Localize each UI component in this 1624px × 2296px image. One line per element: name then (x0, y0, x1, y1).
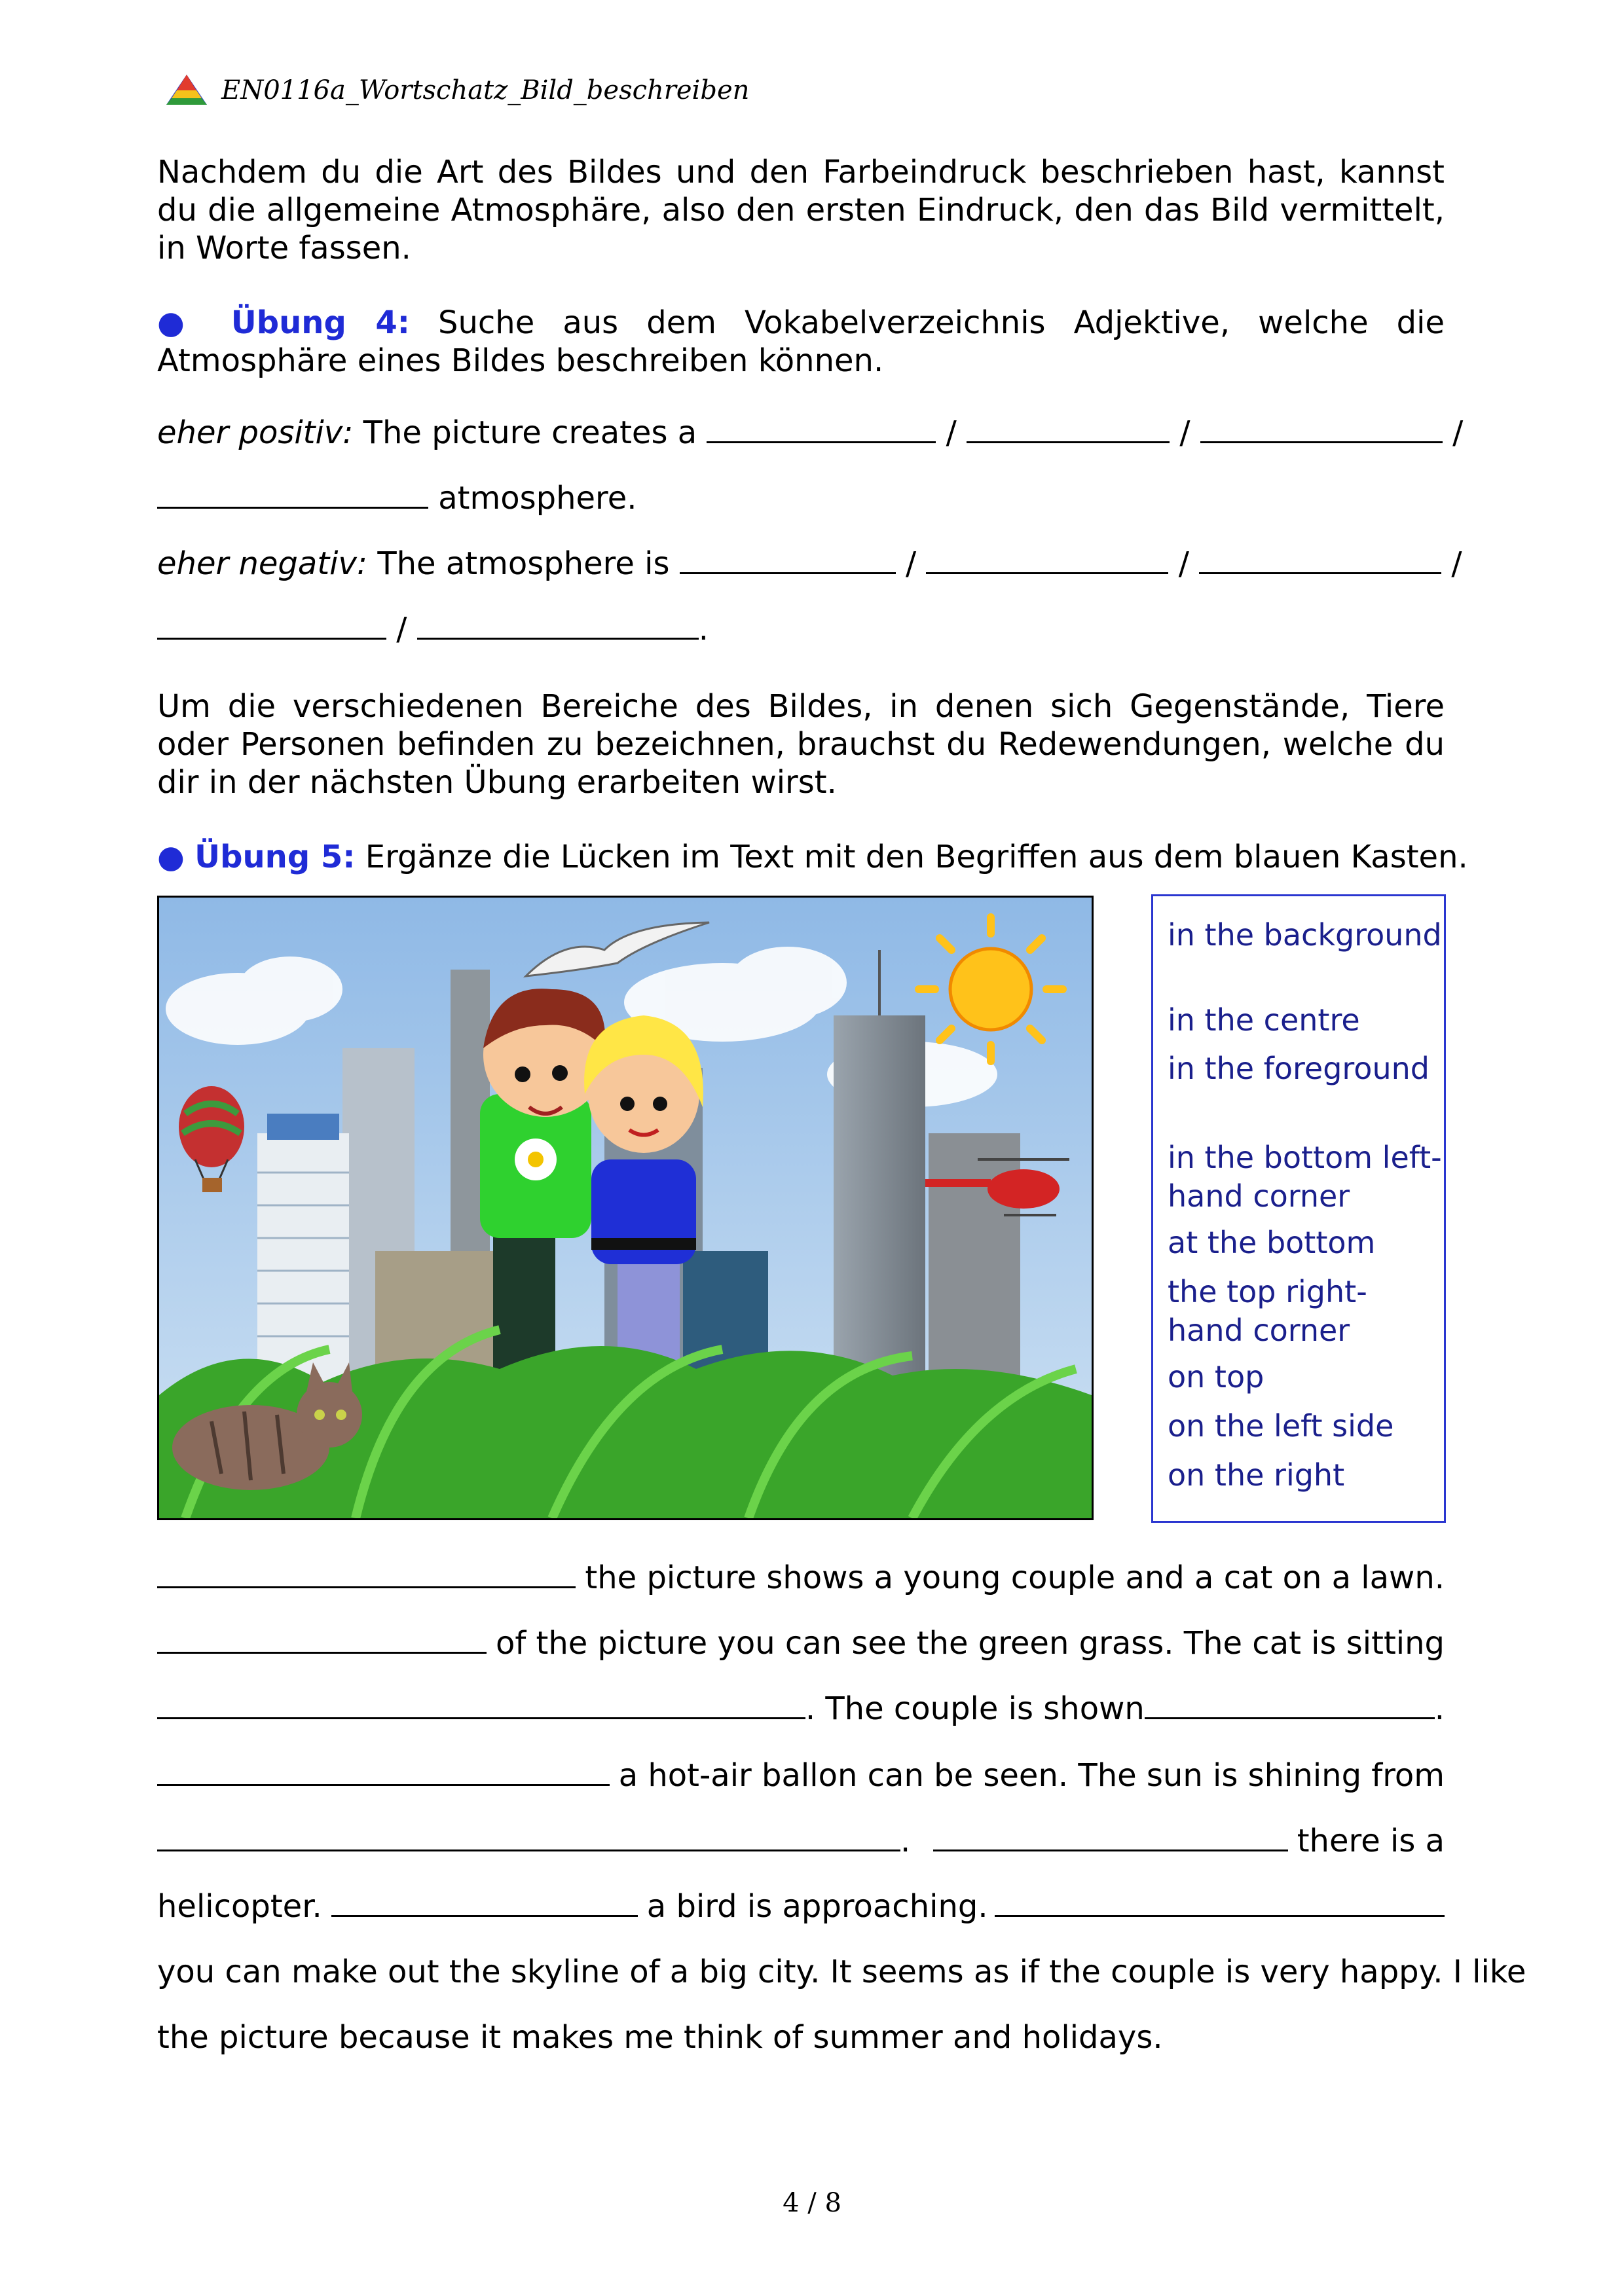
negative-label: eher negativ: (157, 545, 368, 582)
positive-end: atmosphere. (438, 480, 637, 517)
exercise-5-instruction (157, 838, 1468, 876)
slash: / (1451, 545, 1462, 582)
answer-blank[interactable] (157, 611, 386, 640)
cloze-line-1 (157, 1559, 1445, 1597)
answer-blank[interactable] (1145, 1691, 1435, 1719)
period: . (698, 611, 709, 647)
negative-text: The atmosphere is (377, 545, 670, 582)
cloze-line-6 (157, 1887, 1445, 1925)
answer-blank[interactable] (157, 1691, 805, 1719)
cloze-text: helicopter. (157, 1888, 322, 1925)
cloze-text: . (900, 1823, 911, 1859)
cloze-text: a hot-air ballon can be seen. The sun is shining from (618, 1757, 1445, 1794)
answer-blank[interactable] (331, 1889, 638, 1917)
cloze-text: there is a (1297, 1823, 1445, 1859)
pyramid-logo-icon (164, 73, 210, 107)
word-box-item: at the bottom (1168, 1225, 1376, 1260)
positive-label: eher positiv: (157, 414, 354, 451)
answer-blank[interactable] (680, 546, 896, 574)
word-box-item: in the foreground (1168, 1051, 1430, 1086)
cloze-text: . The couple is shown (805, 1690, 1145, 1727)
positive-line-2 (157, 479, 1445, 517)
cloze-text: a bird is approaching. (646, 1888, 988, 1925)
bullet: ● (157, 839, 185, 875)
positive-text: The picture creates a (363, 414, 697, 451)
slash: / (1179, 414, 1190, 451)
exercise-5-text: Ergänze die Lücken im Text mit den Begriffen aus dem blauen Kasten. (365, 839, 1468, 875)
slash: / (946, 414, 957, 451)
exercise-4-text: Suche aus dem Vokabelverzeichnis Adjektive, welche die Atmosphäre eines Bildes beschreiben können. (157, 304, 1445, 379)
answer-blank[interactable] (417, 611, 699, 640)
slash: / (1452, 414, 1464, 451)
document-code: EN0116a_Wortschatz_Bild_beschreiben (221, 75, 750, 105)
cloze-text: the picture shows a young couple and a cat on a lawn. (585, 1559, 1445, 1596)
cloze-line-8: the picture because it makes me think of summer and holidays. (157, 2019, 1163, 2056)
page-number: 4 / 8 (783, 2188, 841, 2218)
cloze-text: of the picture you can see the green grass. The cat is sitting (495, 1625, 1445, 1662)
exercise-4-instruction (157, 304, 1445, 380)
intro-paragraph: Nachdem du die Art des Bildes und den Farbeindruck beschrieben hast, kannst du die allgemeine Atmosphäre, also den ersten Eindruck, den das Bild vermittelt, in Worte fassen. (157, 154, 1445, 266)
cloze-line-5 (157, 1822, 1445, 1860)
cloze-line-2 (157, 1624, 1445, 1662)
cloze-text: . (1434, 1690, 1445, 1727)
word-box-item: in the background (1168, 917, 1442, 953)
city-couple-illustration (157, 896, 1094, 1520)
answer-blank[interactable] (1199, 546, 1441, 574)
slash: / (905, 545, 917, 582)
bullet: ● (157, 304, 203, 341)
page-header (164, 71, 749, 110)
answer-blank[interactable] (995, 1889, 1445, 1917)
slash: / (396, 611, 407, 647)
transition-paragraph: Um die verschiedenen Bereiche des Bildes, in denen sich Gegenstände, Tiere oder Personen befinden zu bezeichnen, brauchst du Redewendungen, welche du dir in der nächsten Übung erarbeiten wirst. (157, 688, 1445, 801)
word-box-item: on the left side (1168, 1408, 1394, 1444)
answer-blank[interactable] (157, 1823, 900, 1851)
cloze-line-4 (157, 1757, 1445, 1795)
word-box-item: on the right (1168, 1457, 1345, 1493)
word-box-item: the top right-hand corner (1168, 1274, 1367, 1348)
answer-blank[interactable] (933, 1823, 1288, 1851)
answer-blank[interactable] (1200, 415, 1443, 443)
word-box (1151, 894, 1446, 1523)
word-box-item: on top (1168, 1359, 1264, 1394)
answer-blank[interactable] (707, 415, 936, 443)
cloze-line-3 (157, 1690, 1445, 1728)
exercise-4-title: Übung 4: (231, 304, 410, 341)
word-box-item: in the bottom left-hand corner (1168, 1140, 1442, 1214)
answer-blank[interactable] (926, 546, 1168, 574)
negative-line-2 (157, 610, 1445, 648)
positive-line (157, 414, 1464, 452)
cloze-line-7: you can make out the skyline of a big city. It seems as if the couple is very happy. I like (157, 1954, 1526, 1990)
word-box-item: in the centre (1168, 1002, 1360, 1038)
exercise-5-title: Übung 5: (194, 839, 356, 875)
answer-blank[interactable] (157, 1626, 487, 1654)
answer-blank[interactable] (157, 1758, 610, 1786)
answer-blank[interactable] (967, 415, 1170, 443)
answer-blank[interactable] (157, 481, 428, 509)
answer-blank[interactable] (157, 1560, 576, 1588)
slash: / (1178, 545, 1189, 582)
negative-line (157, 545, 1462, 583)
